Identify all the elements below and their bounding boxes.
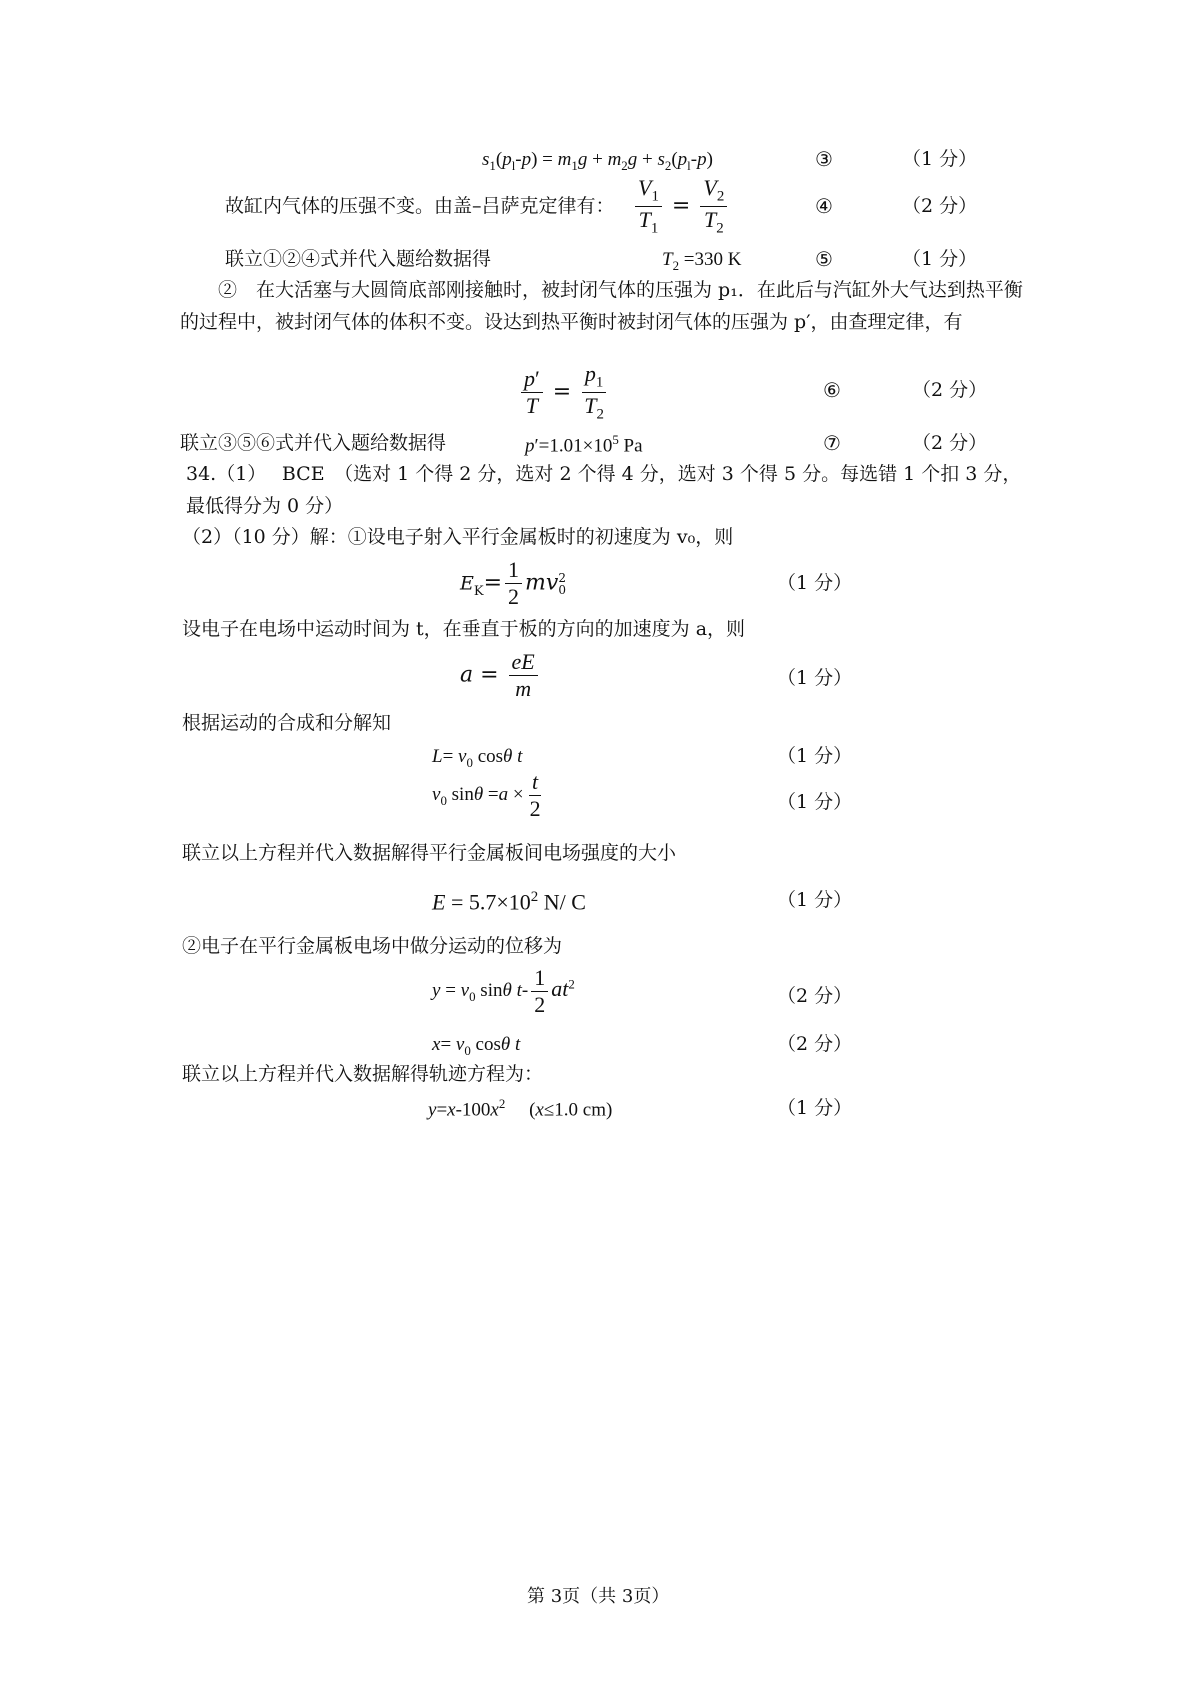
score-field-strength: （1 分） — [777, 889, 853, 911]
equation-number-3: ③ — [815, 147, 833, 171]
equation-number-7: ⑦ — [823, 431, 841, 455]
equation-y: $y = v_0$ sinθ t- $\frac{1}{2}$ $at^2$ — [432, 965, 575, 1018]
combine-text-1: 联立①②④式并代入题给数据得 — [225, 248, 492, 270]
score-ek: （1 分） — [777, 572, 853, 594]
score-length: （1 分） — [777, 745, 853, 767]
score-3: （1 分） — [902, 148, 978, 170]
equation-number-5: ⑤ — [815, 247, 833, 271]
score-trajectory: （1 分） — [777, 1097, 853, 1119]
solve-field-text: 联立以上方程并代入数据解得平行金属板间电场强度的大小 — [182, 842, 677, 864]
score-5: （1 分） — [902, 248, 978, 270]
combine-text-2: 联立③⑤⑥式并代入题给数据得 — [180, 432, 447, 454]
question-34-part1: 34.（1） BCE （选对 1 个得 2 分，选对 2 个得 4 分，选对 3 个得 5 分。每选错 1 个扣 3 分，最低得分为 0 分） — [186, 463, 1022, 517]
gay-lussac-text: 故缸内气体的压强不变。由盖–吕萨克定律有： — [225, 195, 615, 217]
equation-acceleration: a = $\frac{eE}{m}$ — [460, 650, 541, 701]
equation-x: $x= v_0$ cosθ t — [432, 1034, 521, 1058]
time-acceleration-text: 设电子在电场中运动时间为 t，在垂直于板的方向的加速度为 a，则 — [182, 618, 746, 640]
trajectory-text: 联立以上方程并代入数据解得轨迹方程为： — [182, 1063, 544, 1085]
equation-number-6: ⑥ — [823, 378, 841, 402]
score-6: （2 分） — [912, 379, 988, 401]
equation-3: $s_1(p_l-p) = m_1g + m_2g + s_2(p_l-p)$ — [482, 149, 713, 173]
score-x: （2 分） — [777, 1033, 853, 1055]
motion-decomposition-text: 根据运动的合成和分解知 — [182, 712, 392, 734]
equation-trajectory: $y=x-100x^2$ (x≤1.0 cm) — [428, 1096, 613, 1121]
equation-kinetic-energy: $E_K=$ $\frac{1}{2}$ mv 2 0 — [460, 557, 566, 610]
score-7: （2 分） — [912, 432, 988, 454]
equation-4: $\frac{V_1}{T_1}$ = $\frac{V_2}{T_2}$ — [632, 176, 730, 237]
equation-6: $\frac{p'}{T}$ = $\frac{p_1}{T_2}$ — [518, 362, 610, 423]
equation-vertical: $v_0$ sinθ =a × $\frac{t}{2}$ — [432, 769, 541, 822]
equation-5: $T_2 =330$ K — [662, 249, 742, 273]
score-vertical: （1 分） — [777, 791, 853, 813]
equation-7: $p'=1.01\times 10^5$ Pa — [525, 432, 643, 457]
question-34-part2-intro: （2）（10 分）解：①设电子射入平行金属板时的初速度为 v₀，则 — [182, 526, 734, 548]
charles-law-paragraph: ② 在大活塞与大圆筒底部刚接触时，被封闭气体的压强为 p₁．在此后与汽缸外大气达到热平衡的过程中，被封闭气体的体积不变。设达到热平衡时被封闭气体的压强为 p′，由查理定律，有 — [180, 279, 1023, 333]
score-acceleration: （1 分） — [777, 667, 853, 689]
page-footer: 第 3页（共 3页） — [527, 1586, 670, 1607]
score-4: （2 分） — [902, 195, 978, 217]
equation-number-4: ④ — [815, 194, 833, 218]
displacement-text: ②电子在平行金属板电场中做分运动的位移为 — [182, 935, 563, 957]
equation-length: $L= v_0$ cosθ t — [432, 746, 523, 770]
score-y: （2 分） — [777, 985, 853, 1007]
equation-field-strength: $E = 5.7\times 10^2$ N/ C — [432, 889, 586, 915]
